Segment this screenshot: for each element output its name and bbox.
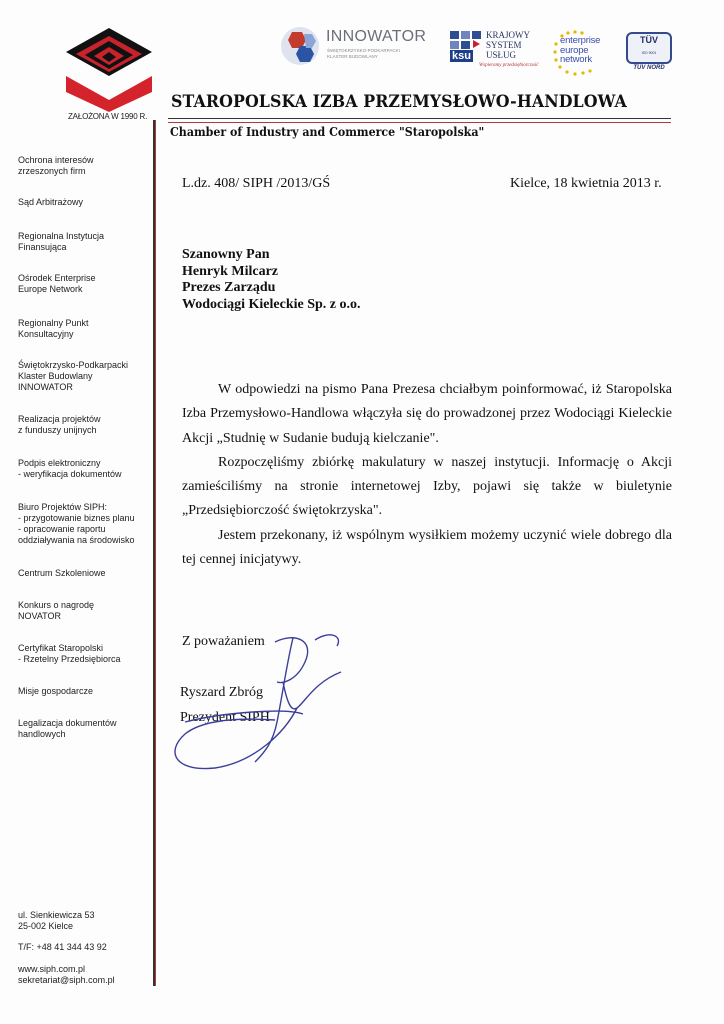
- body-paragraph: W odpowiedzi na pismo Pana Prezesa chciałbym poinformować, iż Staropolska Izba Przemysłowo-Handlowa włączyła się do prowadzonej przez Wodociągi Kieleckie Akcji „Studnię w Sudanie budują kielczanie".: [182, 382, 672, 446]
- sidebar-item: [18, 318, 89, 340]
- organization-name-english: Chamber of Industry and Commerce "Staropolska": [170, 125, 485, 139]
- een-text: [560, 36, 600, 65]
- ksu-grid-icon: [449, 30, 483, 50]
- sidebar-item: [18, 643, 121, 665]
- recipient-title: Prezes Zarządu: [182, 280, 276, 295]
- sidebar-item: [18, 686, 93, 697]
- email-link[interactable]: sekretariat@siph.com.pl: [18, 975, 115, 985]
- sidebar-item: [18, 155, 94, 177]
- handwritten-signature: [165, 622, 355, 782]
- sidebar-item-text: Biuro Projektów SIPH: - przygotowanie biznes planu - opracowanie raportu oddziaływania na środowisko: [18, 502, 135, 545]
- sidebar-item: [18, 600, 94, 622]
- contact: [18, 964, 115, 986]
- sidebar-item: [18, 231, 104, 253]
- letter-date: Kielce, 18 kwietnia 2013 r.: [510, 176, 662, 191]
- ksu-word: ksu: [452, 50, 471, 62]
- sidebar-item-text: Regionalny Punkt Konsultacyjny: [18, 318, 89, 339]
- sidebar-item-text: Centrum Szkoleniowe: [18, 568, 106, 578]
- tuv-cert: ISO 9001: [641, 51, 657, 55]
- sidebar-item-text: Konkurs o nagrodę NOVATOR: [18, 600, 95, 621]
- signer-title: Prezydent SIPH: [180, 710, 270, 725]
- sidebar-item: [18, 718, 117, 740]
- signer-name: Ryszard Zbróg: [180, 685, 264, 700]
- sidebar-item: [18, 414, 101, 436]
- tuv-logo: [626, 32, 672, 76]
- reference-number: L.dz. 408/ SIPH /2013/GŚ: [182, 176, 331, 191]
- recipient-block: [182, 247, 361, 313]
- sidebar-item: [18, 273, 96, 295]
- tuv-word: TÜV: [640, 35, 658, 45]
- ksu-line-3: USŁUG: [486, 50, 517, 60]
- hexagon-icon: [278, 26, 322, 66]
- sidebar-item: [18, 502, 135, 546]
- recipient-name: Henryk Milcarz: [182, 263, 279, 279]
- innovator-title: INNOWATOR: [326, 28, 427, 45]
- sidebar-item: [18, 458, 122, 480]
- tuv-nord: TÜV NORD: [633, 65, 665, 71]
- body-paragraph: Jestem przekonany, iż wspólnym wysiłkiem możemy uczynić wiele dobrego dla tej cennej inicjatywy.: [182, 527, 672, 568]
- een-line-3: network: [560, 54, 592, 65]
- een-line-1: enterprise: [560, 35, 601, 46]
- address-city: 25-002 Kielce: [18, 921, 74, 931]
- sidebar-item: [18, 360, 128, 393]
- sidebar-item-text: Sąd Arbitrażowy: [18, 197, 84, 207]
- sidebar-item-text: Regionalna Instytucja Finansująca: [18, 231, 105, 252]
- phone: T/F: +48 41 344 43 92: [18, 942, 107, 952]
- founded-year: ZAŁOŻONA W 1990 R.: [68, 112, 148, 121]
- address: [18, 910, 95, 932]
- sidebar-item-text: Realizacja projektów z funduszy unijnych: [18, 414, 101, 435]
- sidebar-item-text: Certyfikat Staropolski - Rzetelny Przedsiębiorca: [18, 643, 121, 664]
- sidebar-item-text: Legalizacja dokumentów handlowych: [18, 718, 117, 739]
- innovator-subtitle-2: KLASTER BUDOWLANY: [327, 54, 378, 59]
- een-logo: [552, 30, 612, 76]
- innovator-subtitle: [327, 48, 400, 60]
- innovator-subtitle-1: ŚWIĘTOKRZYSKO-PODKARPACKI: [327, 48, 400, 53]
- address-street: ul. Sienkiewicza 53: [18, 910, 95, 920]
- ksu-tagline: Wspieramy przedsiębiorczość: [479, 63, 539, 68]
- recipient-salutation: Szanowny Pan: [182, 247, 270, 262]
- sidebar-item-text: Podpis elektroniczny - weryfikacja dokumentów: [18, 458, 122, 479]
- ksu-line-1: KRAJOWY: [486, 30, 530, 40]
- closing: Z poważaniem: [182, 634, 265, 649]
- innovator-logo: [278, 26, 428, 66]
- sidebar-item-text: Ośrodek Enterprise Europe Network: [18, 273, 96, 294]
- sidebar-item-text: Misje gospodarcze: [18, 686, 94, 696]
- ksu-line-2: SYSTEM: [486, 40, 522, 50]
- chamber-logo: [62, 28, 156, 112]
- body-paragraph: Rozpoczęliśmy zbiórkę makulatury w naszej instytucji. Informację o Akcji zamieściliśmy na stronie internetowej Izby, pojawi się także w biuletynie „Przedsiębiorczość świętokrzyska".: [182, 454, 672, 519]
- letter-body: [182, 378, 672, 572]
- organization-name: STAROPOLSKA IZBA PRZEMYSŁOWO-HANDLOWA: [171, 92, 627, 112]
- recipient-company: Wodociągi Kieleckie Sp. z o.o.: [182, 296, 361, 312]
- sidebar-item: [18, 568, 106, 579]
- header-rule: [168, 118, 671, 123]
- website-link[interactable]: www.siph.com.pl: [18, 964, 86, 974]
- ksu-logo: [449, 30, 539, 72]
- sidebar-item: [18, 197, 83, 208]
- ksu-text: [486, 30, 530, 60]
- sidebar-item-text: Świętokrzysko-Podkarpacki Klaster Budowlany INNOWATOR: [18, 360, 129, 392]
- sidebar-item-text: Ochrona interesów zrzeszonych firm: [18, 155, 94, 176]
- een-line-2: europe: [560, 44, 589, 56]
- sidebar-rule: [153, 120, 156, 986]
